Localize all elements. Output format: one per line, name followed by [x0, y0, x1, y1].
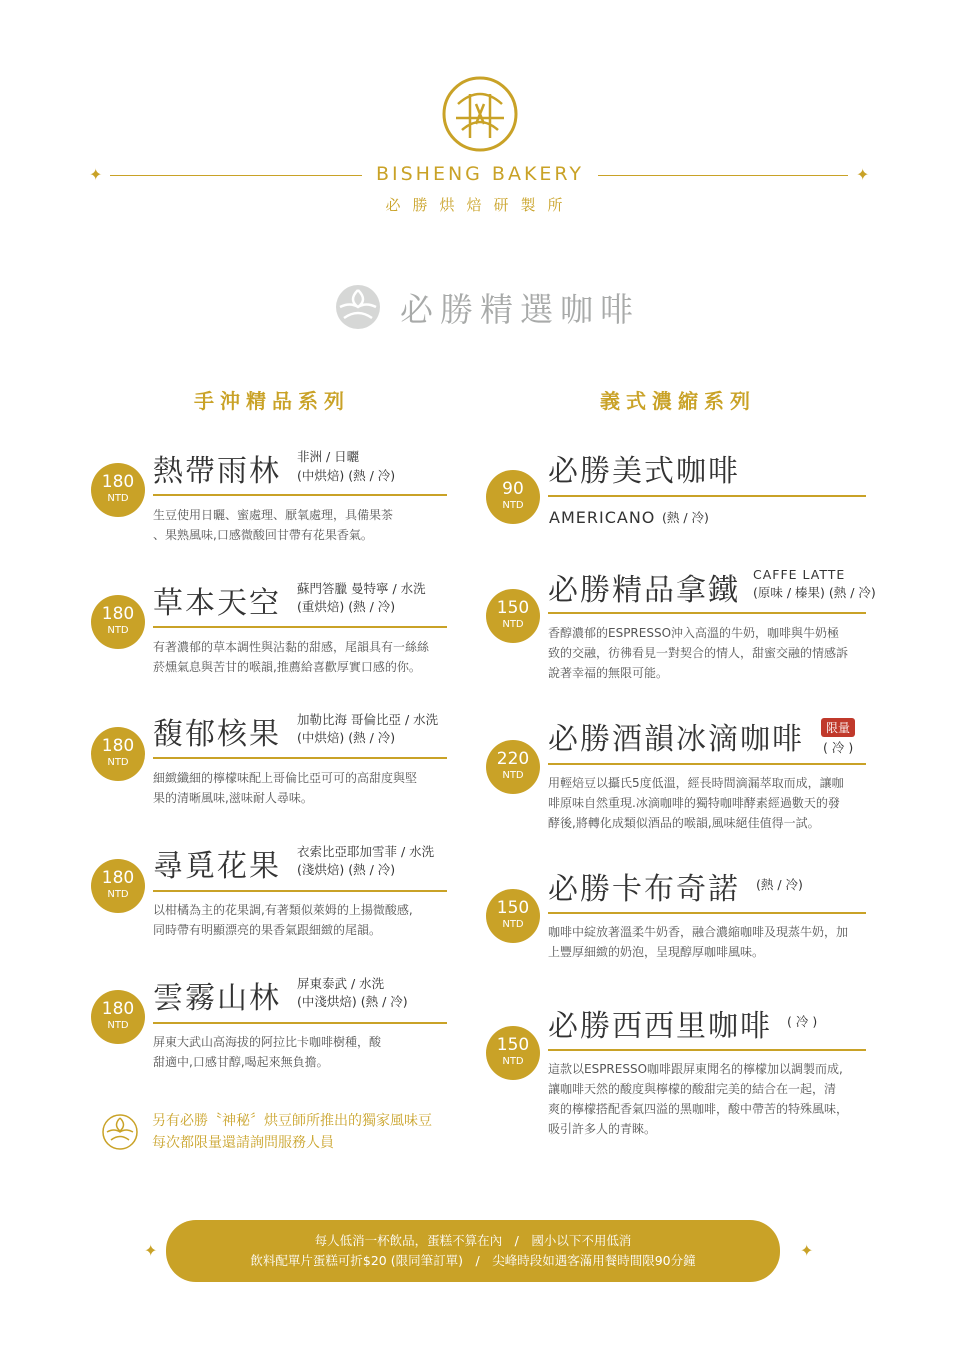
item-rule — [548, 1049, 866, 1051]
item-detail: (重烘焙) (熱 / 冷) — [297, 599, 396, 614]
bean-emblem-icon — [100, 1110, 140, 1150]
price-badge: 180 NTD — [91, 463, 145, 517]
item-name: 草本天空 — [153, 586, 281, 621]
item-detail: (熱 / 冷) — [756, 877, 803, 892]
price-badge: 150 NTD — [486, 889, 540, 943]
item-name: 必勝西西里咖啡 — [548, 1009, 772, 1044]
bisheng-seal-icon — [440, 74, 520, 154]
footer-line: 飲料配單片蛋糕可折$20 (限同筆訂單) / 尖峰時段如遇客滿用餐時間限90分鐘 — [250, 1253, 696, 1268]
item-desc: 用輕焙豆以攝氏5度低溫，經長時間滴漏萃取而成，讓咖 啡原味自然重現.冰滴咖啡的獨特咖啡酵素經過數天的發 酵後,將轉化成類似酒品的喉韻,風味絕佳值得一試。 — [548, 776, 844, 830]
item-name: 馥郁核果 — [153, 717, 281, 752]
header-rule-right — [598, 175, 848, 176]
series-espresso: 義式濃縮系列 — [600, 389, 756, 413]
item-rule — [153, 1022, 447, 1024]
price-badge: 150 NTD — [486, 589, 540, 643]
sparkle-left-icon: ✦ — [89, 165, 103, 184]
sparkle-footer-right-icon: ✦ — [800, 1241, 814, 1260]
footer-line: 每人低消一杯飲品，蛋糕不算在內 / 國小以下不用低消 — [314, 1233, 632, 1248]
item-detail: (熱 / 冷) — [662, 510, 709, 525]
note-line: 另有必勝〝神秘〞烘豆師所推出的獨家風味豆 — [152, 1113, 432, 1129]
price-badge: 180 NTD — [91, 859, 145, 913]
item-name: 熱帶雨林 — [153, 454, 281, 489]
price-badge: 220 NTD — [486, 740, 540, 794]
section-title-text: 必勝精選咖啡 — [400, 289, 640, 329]
item-desc: 細緻纖細的檸檬味配上哥倫比亞可可的高甜度與堅 果的清晰風味,滋味耐人尋味。 — [153, 771, 418, 805]
item-desc: 屏東大武山高海拔的阿拉比卡咖啡樹種，酸 甜適中,口感甘醇,喝起來無負擔。 — [153, 1035, 382, 1069]
item-name: 尋覓花果 — [153, 849, 281, 884]
item-rule — [153, 757, 447, 759]
price-badge: 90 NTD — [486, 470, 540, 524]
item-desc: 有著濃郁的草本調性與沾黏的甜感，尾韻具有一絲絲 菸燻氣息與苦甘的喉韻,推薦給喜歡厚實口感的你。 — [153, 640, 430, 674]
item-rule — [548, 763, 866, 765]
brand-name-zh: 必勝烘焙研製所 — [385, 196, 575, 214]
item-rule — [153, 890, 447, 892]
item-name: 雲霧山林 — [153, 981, 281, 1016]
brand-name-en: BISHENG BAKERY — [375, 163, 585, 185]
item-desc: 以柑橘為主的花果調,有著類似萊姆的上揚微酸感, 同時帶有明顯漂亮的果香氣跟細緻的尾韻。 — [153, 903, 413, 937]
item-origin: 衣索比亞耶加雪菲 / 水洗 — [297, 844, 435, 859]
price-badge: 150 NTD — [486, 1026, 540, 1080]
item-detail: (淺烘焙) (熱 / 冷) — [297, 862, 396, 877]
series-pour-over: 手沖精品系列 — [194, 389, 350, 413]
item-detail: (中烘焙) (熱 / 冷) — [297, 730, 396, 745]
item-rule — [153, 494, 447, 496]
item-rule — [153, 626, 447, 628]
item-name: 必勝卡布奇諾 — [548, 872, 740, 907]
item-name: 必勝精品拿鐵 — [548, 573, 740, 608]
footer-rules-banner — [166, 1220, 780, 1282]
item-detail: (原味 / 榛果) (熱 / 冷) — [753, 585, 876, 600]
item-rule — [548, 495, 866, 497]
item-name: 必勝酒韻冰滴咖啡 — [548, 722, 804, 757]
item-name: 必勝美式咖啡 — [548, 454, 740, 489]
item-origin: 加勒比海 哥倫比亞 / 水洗 — [297, 712, 439, 727]
note-line: 每次都限量還請詢問服務人員 — [152, 1135, 334, 1151]
item-rule — [548, 912, 866, 914]
item-desc: 咖啡中綻放著溫柔牛奶香，融合濃縮咖啡及現蒸牛奶，加 上豐厚細緻的奶泡，呈現醇厚咖啡風味。 — [548, 925, 849, 959]
item-rule — [548, 612, 866, 614]
item-desc: 這款以ESPRESSO咖啡跟屏東聞名的檸檬加以調製而成, 讓咖啡天然的酸度與檸檬的酸甜完美的結合在一起，清 爽的檸檬搭配香氣四溢的黑咖啡，酸中帶苦的特殊風味， 吸引許多人的青睞。 — [548, 1062, 849, 1136]
item-name-en: AMERICANO — [549, 508, 656, 527]
limited-badge: 限量 — [821, 718, 855, 737]
item-detail: ( 冷 ) — [787, 1014, 818, 1029]
item-origin: 非洲 / 日曬 — [297, 449, 360, 464]
section-title — [330, 282, 640, 332]
price-badge: 180 NTD — [91, 727, 145, 781]
item-origin: 屏東泰武 / 水洗 — [297, 976, 385, 991]
item-detail: (中淺烘焙) (熱 / 冷) — [297, 994, 408, 1009]
section-emblem-icon — [330, 282, 386, 332]
item-desc: 香醇濃郁的ESPRESSO沖入高溫的牛奶，咖啡與牛奶極 致的交融，彷彿看見一對契合的情人，甜蜜交融的情感訴 說著幸福的無限可能。 — [548, 626, 849, 680]
price-badge: 180 NTD — [91, 990, 145, 1044]
item-origin: 蘇門答臘 曼特寧 / 水洗 — [297, 581, 426, 596]
sparkle-right-icon: ✦ — [856, 165, 870, 184]
item-detail: (中烘焙) (熱 / 冷) — [297, 468, 396, 483]
special-beans-note — [100, 1110, 432, 1154]
item-detail: ( 冷 ) — [823, 740, 854, 755]
item-desc: 生豆使用日曬、蜜處理、厭氧處理，具備果茶 、果熟風味,口感微酸回甘帶有花果香氣。 — [153, 508, 394, 542]
item-name-en: CAFFE LATTE — [753, 567, 846, 582]
sparkle-footer-left-icon: ✦ — [144, 1241, 158, 1260]
price-badge: 180 NTD — [91, 595, 145, 649]
